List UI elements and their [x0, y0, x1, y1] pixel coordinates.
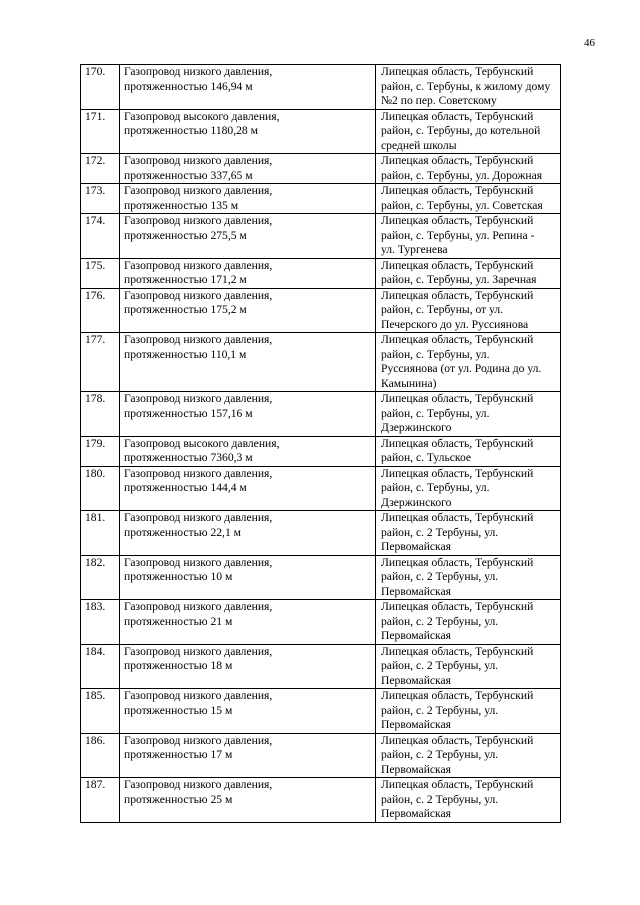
object-name-cell — [120, 600, 376, 645]
object-name-line: Газопровод низкого давления, — [124, 689, 273, 702]
table-row — [81, 65, 561, 110]
object-name-line: протяженностью 144,4 м — [124, 481, 247, 494]
address-line: Липецкая область, Тербунский — [381, 214, 534, 227]
address-line: Первомайская — [381, 718, 451, 731]
row-number: 182. — [81, 555, 120, 600]
address-line: район, с. 2 Тербуны, ул. — [381, 614, 499, 628]
object-name-line: протяженностью 1180,28 м — [124, 124, 258, 137]
address-cell — [376, 511, 561, 556]
row-number: 171. — [81, 109, 120, 154]
object-name-line: Газопровод низкого давления, — [124, 733, 273, 747]
address-cell — [376, 214, 561, 259]
object-name-cell — [120, 288, 376, 333]
object-name-cell — [120, 333, 376, 392]
address-line: район, с. 2 Тербуны, ул. — [381, 748, 499, 761]
table-row — [81, 436, 561, 466]
table-row — [81, 392, 561, 437]
address-line: Печерского до ул. Руссиянова — [381, 317, 529, 331]
table-row — [81, 644, 561, 689]
table-row — [81, 288, 561, 333]
row-number: 185. — [81, 689, 120, 734]
object-name-line: протяженностью 146,94 м — [124, 79, 253, 93]
object-name-line: протяженностью 171,2 м — [124, 273, 247, 286]
table-row — [81, 258, 561, 288]
object-name-line: Газопровод низкого давления, — [124, 258, 273, 272]
address-line: район, с. 2 Тербуны, ул. — [381, 570, 499, 583]
address-cell — [376, 333, 561, 392]
row-number: 183. — [81, 600, 120, 645]
object-name-cell — [120, 184, 376, 214]
row-number: 175. — [81, 258, 120, 288]
address-line: район, с. 2 Тербуны, ул. — [381, 792, 499, 806]
table-row — [81, 733, 561, 778]
address-line: Первомайская — [381, 807, 451, 820]
object-name-cell — [120, 154, 376, 184]
address-line: район, с. 2 Тербуны, ул. — [381, 703, 499, 717]
address-cell — [376, 154, 561, 184]
table-row — [81, 600, 561, 645]
row-number: 173. — [81, 184, 120, 214]
table-row — [81, 778, 561, 823]
address-line: Липецкая область, Тербунский — [381, 778, 534, 791]
row-number: 170. — [81, 65, 120, 110]
address-cell — [376, 109, 561, 154]
object-name-cell — [120, 733, 376, 778]
object-name-line: Газопровод низкого давления, — [124, 333, 273, 346]
address-line: район, с. Тербуны, к жилому дому — [381, 79, 551, 93]
row-number: 178. — [81, 392, 120, 437]
address-cell — [376, 689, 561, 734]
address-line: Первомайская — [381, 762, 451, 776]
address-line: Липецкая область, Тербунский — [381, 184, 534, 197]
row-number: 177. — [81, 333, 120, 392]
address-cell — [376, 555, 561, 600]
address-cell — [376, 288, 561, 333]
table-row — [81, 184, 561, 214]
object-name-line: Газопровод низкого давления, — [124, 65, 273, 78]
address-line: Камынина) — [381, 376, 437, 390]
address-line: район, с. 2 Тербуны, ул. — [381, 659, 499, 672]
address-line: Липецкая область, Тербунский — [381, 288, 534, 302]
object-name-line: Газопровод низкого давления, — [124, 392, 273, 405]
object-name-line: протяженностью 175,2 м — [124, 303, 247, 316]
object-name-line: Газопровод низкого давления, — [124, 511, 273, 524]
address-cell — [376, 392, 561, 437]
address-line: район, с. Тербуны, ул. Репина - — [381, 228, 535, 242]
object-name-cell — [120, 436, 376, 466]
registry-table — [80, 64, 561, 823]
object-name-line: протяженностью 17 м — [124, 748, 233, 761]
row-number: 187. — [81, 778, 120, 823]
address-line: Липецкая область, Тербунский — [381, 689, 534, 702]
address-cell — [376, 184, 561, 214]
object-name-line: Газопровод низкого давления, — [124, 154, 273, 167]
table-row — [81, 214, 561, 259]
address-line: Дзержинского — [381, 495, 452, 509]
address-line: район, с. Тербуны, ул. — [381, 481, 490, 494]
object-name-cell — [120, 258, 376, 288]
address-line: район, с. Тербуны, ул. Советская — [381, 198, 543, 212]
address-line: Липецкая область, Тербунский — [381, 511, 534, 524]
object-name-cell — [120, 555, 376, 600]
address-line: Липецкая область, Тербунский — [381, 644, 534, 658]
address-cell — [376, 466, 561, 511]
object-name-line: Газопровод низкого давления, — [124, 778, 273, 791]
object-name-line: Газопровод низкого давления, — [124, 214, 273, 227]
object-name-line: Газопровод низкого давления, — [124, 600, 273, 613]
object-name-cell — [120, 778, 376, 823]
address-cell — [376, 65, 561, 110]
address-line: средней школы — [381, 138, 457, 152]
address-line: Липецкая область, Тербунский — [381, 466, 534, 480]
table-row — [81, 466, 561, 511]
address-cell — [376, 778, 561, 823]
object-name-line: протяженностью 275,5 м — [124, 228, 247, 242]
address-cell — [376, 258, 561, 288]
object-name-line: протяженностью 10 м — [124, 570, 233, 583]
address-line: Липецкая область, Тербунский — [381, 258, 534, 272]
object-name-line: Газопровод низкого давления, — [124, 555, 273, 569]
address-line: №2 по пер. Советскому — [381, 94, 497, 107]
address-line: Липецкая область, Тербунский — [381, 600, 534, 613]
table-body — [81, 65, 561, 823]
row-number: 181. — [81, 511, 120, 556]
address-line: Липецкая область, Тербунский — [381, 733, 534, 747]
object-name-cell — [120, 214, 376, 259]
address-line: Руссиянова (от ул. Родина до ул. — [381, 362, 542, 375]
address-cell — [376, 733, 561, 778]
row-number: 180. — [81, 466, 120, 511]
address-line: район, с. Тербуны, до котельной — [381, 124, 541, 137]
page-number: 46 — [584, 37, 595, 49]
object-name-line: Газопровод низкого давления, — [124, 644, 273, 658]
table-row — [81, 689, 561, 734]
table-row — [81, 154, 561, 184]
address-line: Дзержинского — [381, 421, 452, 434]
object-name-line: протяженностью 7360,3 м — [124, 451, 253, 464]
address-line: Липецкая область, Тербунский — [381, 154, 534, 167]
object-name-line: протяженностью 157,16 м — [124, 406, 253, 420]
object-name-line: протяженностью 22,1 м — [124, 525, 241, 539]
address-line: район, с. Тербуны, ул. Дорожная — [381, 168, 543, 182]
row-number: 184. — [81, 644, 120, 689]
object-name-line: протяженностью 25 м — [124, 792, 233, 806]
address-line: Липецкая область, Тербунский — [381, 65, 534, 78]
object-name-cell — [120, 644, 376, 689]
table-row — [81, 555, 561, 600]
address-line: Липецкая область, Тербунский — [381, 555, 534, 569]
row-number: 186. — [81, 733, 120, 778]
address-line: район, с. Тербуны, ул. — [381, 406, 490, 420]
address-line: ул. Тургенева — [381, 243, 448, 256]
address-cell — [376, 644, 561, 689]
address-line: район, с. Тербуны, ул. — [381, 347, 490, 361]
object-name-cell — [120, 109, 376, 154]
row-number: 176. — [81, 288, 120, 333]
row-number: 174. — [81, 214, 120, 259]
address-line: Липецкая область, Тербунский — [381, 392, 534, 405]
object-name-line: протяженностью 15 м — [124, 703, 233, 717]
object-name-line: протяженностью 337,65 м — [124, 168, 253, 182]
address-line: Липецкая область, Тербунский — [381, 333, 534, 346]
row-number: 172. — [81, 154, 120, 184]
address-line: Первомайская — [381, 629, 451, 642]
object-name-line: Газопровод высокого давления, — [124, 109, 280, 123]
address-line: Первомайская — [381, 540, 451, 553]
object-name-line: протяженностью 135 м — [124, 198, 239, 212]
object-name-cell — [120, 466, 376, 511]
object-name-cell — [120, 65, 376, 110]
address-cell — [376, 436, 561, 466]
object-name-line: протяженностью 21 м — [124, 614, 233, 628]
object-name-line: Газопровод низкого давления, — [124, 288, 273, 302]
address-line: район, с. 2 Тербуны, ул. — [381, 525, 499, 539]
address-line: Липецкая область, Тербунский — [381, 109, 534, 123]
address-line: район, с. Тербуны, от ул. — [381, 303, 504, 316]
object-name-line: Газопровод низкого давления, — [124, 184, 273, 197]
object-name-cell — [120, 689, 376, 734]
address-cell — [376, 600, 561, 645]
object-name-cell — [120, 511, 376, 556]
address-line: район, с. Тербуны, ул. Заречная — [381, 273, 537, 286]
object-name-line: протяженностью 18 м — [124, 659, 233, 672]
row-number: 179. — [81, 436, 120, 466]
object-name-line: Газопровод высокого давления, — [124, 436, 280, 450]
address-line: Липецкая область, Тербунский — [381, 436, 534, 450]
object-name-cell — [120, 392, 376, 437]
object-name-line: протяженностью 110,1 м — [124, 347, 247, 361]
table-row — [81, 511, 561, 556]
address-line: Первомайская — [381, 673, 451, 687]
address-line: район, с. Тульское — [381, 451, 472, 464]
object-name-line: Газопровод низкого давления, — [124, 466, 273, 480]
table-row — [81, 109, 561, 154]
table-row — [81, 333, 561, 392]
address-line: Первомайская — [381, 584, 451, 598]
